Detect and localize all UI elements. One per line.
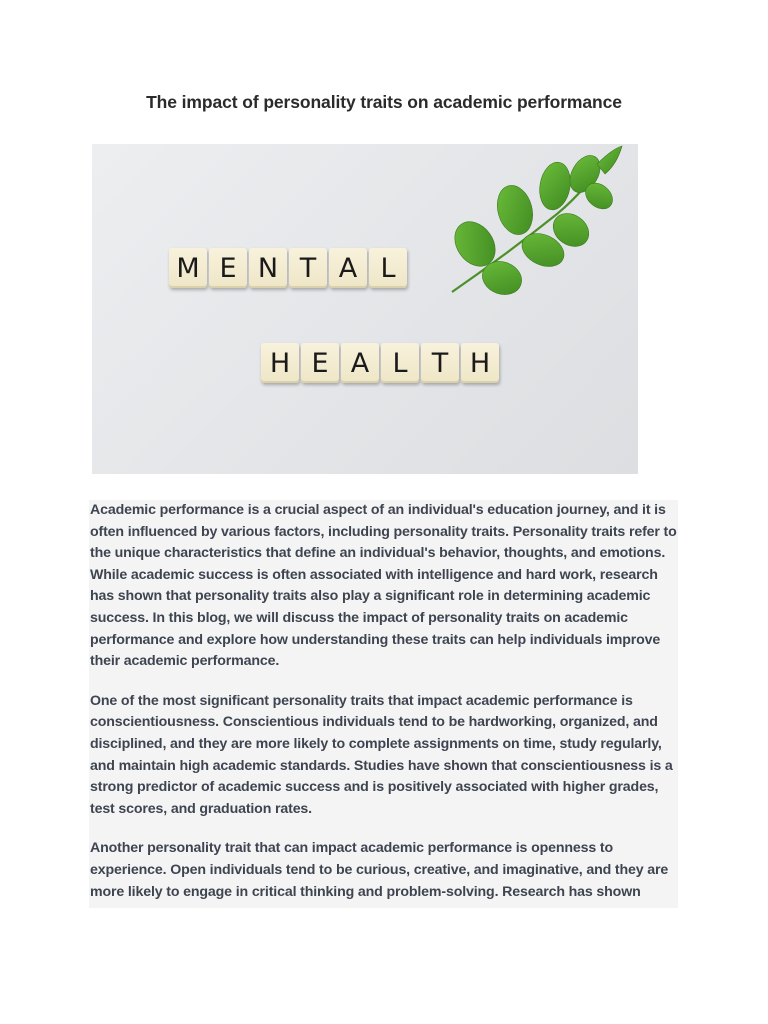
letter-tile: N	[249, 248, 287, 288]
letter-tile: L	[381, 343, 419, 383]
letter-tile: T	[289, 248, 327, 288]
letter-tile: T	[421, 343, 459, 383]
letter-tile: E	[301, 343, 339, 383]
letter-tile: L	[369, 248, 407, 288]
leaf-sprig-icon	[447, 144, 637, 314]
letter-tile: A	[329, 248, 367, 288]
health-tiles	[261, 343, 499, 383]
paragraph: Academic performance is a crucial aspect of an individual's education journey, and it is often influenced by various factors, including personality traits. Personality traits refer to the unique characteristics that define an individual's behavior, thoughts, and emotions. While academic success is often associated with intelligence and hard work, research has shown that personality traits also play a significant role in determining academic success. In this blog, we will discuss the impact of personality traits on academic performance and explore how understanding these traits can help individuals improve their academic performance.	[90, 502, 677, 670]
letter-tile: M	[169, 248, 207, 288]
letter-tile: A	[341, 343, 379, 383]
letter-tile: H	[461, 343, 499, 383]
letter-tile: H	[261, 343, 299, 383]
hero-image	[92, 144, 638, 474]
page-title: The impact of personality traits on academic performance	[146, 92, 622, 112]
article-body	[89, 500, 678, 908]
paragraph: Another personality trait that can impact academic performance is openness to experience. Open individuals tend to be curious, creative, and imaginative, and they are more likely to engage in critical thinking and problem-solving. Research has shown	[90, 840, 669, 900]
letter-tile: E	[209, 248, 247, 288]
mental-tiles	[169, 248, 407, 288]
paragraph: One of the most significant personality traits that impact academic performance is conscientiousness. Conscientious individuals tend to be hardworking, organized, and disciplined, and they are more likely to complete assignments on time, study regularly, and maintain high academic standards. Studies have shown that conscientiousness is a strong predictor of academic success and is positively associated with higher grades, test scores, and graduation rates.	[90, 692, 673, 817]
